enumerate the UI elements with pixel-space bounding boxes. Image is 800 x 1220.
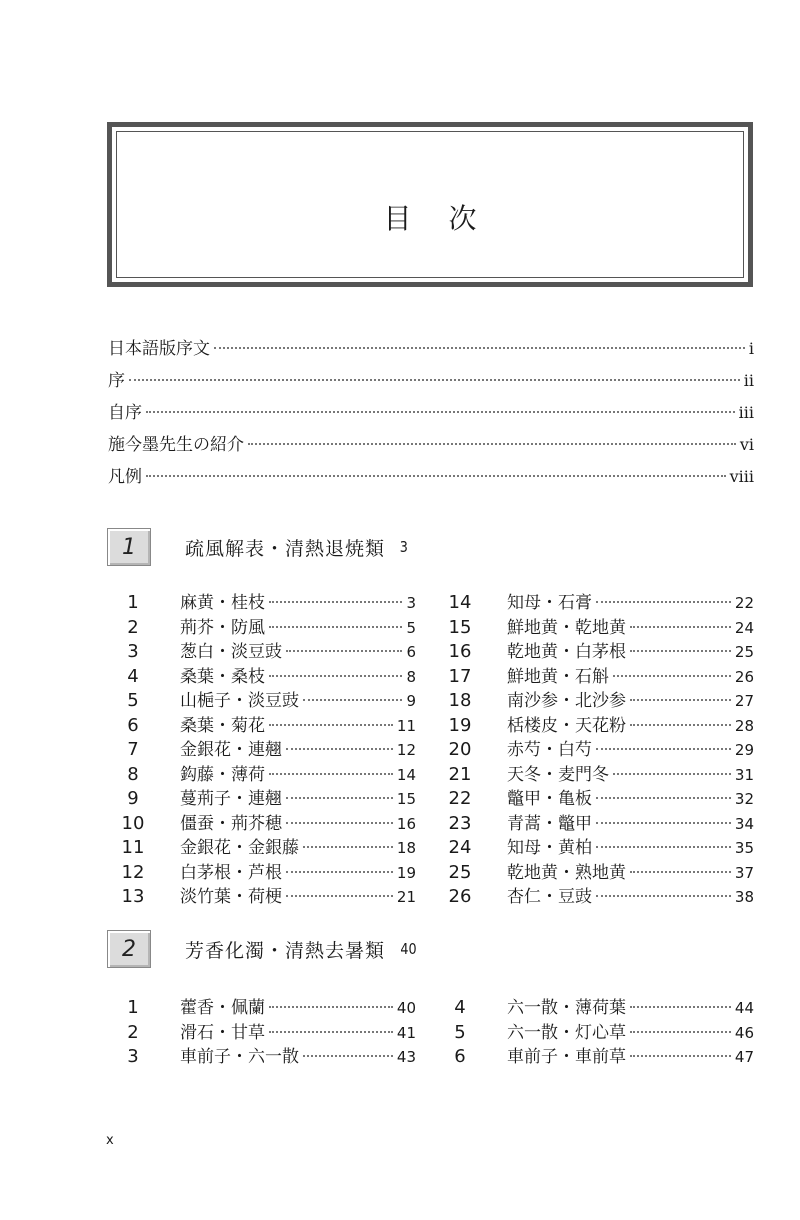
entry-name: 車前子・六一散 bbox=[180, 1047, 299, 1067]
entry-number: 2 bbox=[127, 1021, 139, 1043]
toc-entry bbox=[443, 613, 754, 638]
entry-page: i bbox=[748, 339, 754, 358]
toc-entry bbox=[116, 809, 416, 834]
entry-number: 19 bbox=[448, 714, 472, 736]
toc-entry bbox=[116, 613, 416, 638]
leader-dots bbox=[214, 347, 745, 349]
entry-label: 序 bbox=[108, 371, 125, 391]
entry-page: 25 bbox=[734, 643, 754, 661]
toc-entry bbox=[443, 662, 754, 687]
entry-name: 蔓荊子・連翹 bbox=[180, 789, 282, 809]
toc-entry bbox=[116, 735, 416, 760]
section-title: 芳香化濁・清熱去暑類 bbox=[185, 939, 386, 962]
entry-page: 12 bbox=[396, 741, 416, 759]
entry-number: 3 bbox=[127, 641, 139, 662]
entry-page: 18 bbox=[396, 839, 416, 857]
entry-number: 1 bbox=[127, 592, 139, 613]
entry-page: 28 bbox=[734, 716, 754, 735]
preface-entry bbox=[108, 334, 754, 366]
entry-number: 12 bbox=[121, 861, 145, 883]
entry-number: 1 bbox=[127, 997, 139, 1018]
section-title: 疏風解表・清熱退焼類 bbox=[185, 537, 386, 560]
entry-number: 5 bbox=[454, 1021, 466, 1043]
toc-entry bbox=[116, 882, 416, 907]
entry-page: 21 bbox=[396, 888, 416, 906]
entry-number: 5 bbox=[127, 690, 139, 711]
entry-number: 26 bbox=[448, 886, 472, 907]
entry-name: 鮮地黄・乾地黄 bbox=[507, 617, 626, 638]
entry-name: 鼈甲・亀板 bbox=[507, 789, 592, 809]
entry-page: 27 bbox=[734, 692, 754, 710]
entry-name: 知母・石膏 bbox=[507, 593, 592, 613]
entry-name: 赤芍・白芍 bbox=[507, 740, 592, 760]
entry-number: 16 bbox=[448, 641, 472, 662]
leader-dots bbox=[146, 475, 726, 477]
entry-page: 19 bbox=[396, 863, 416, 882]
leader-dots bbox=[303, 846, 393, 848]
entry-number: 22 bbox=[448, 788, 472, 809]
toc-entry bbox=[116, 711, 416, 736]
leader-dots bbox=[303, 699, 402, 701]
entry-page: viii bbox=[729, 467, 754, 486]
entry-name: 桑葉・桑枝 bbox=[180, 666, 265, 687]
entry-name: 乾地黄・熟地黄 bbox=[507, 862, 626, 883]
preface-entry bbox=[108, 366, 754, 398]
entry-page: ii bbox=[743, 371, 754, 390]
leader-dots bbox=[630, 699, 731, 701]
entry-number: 2 bbox=[127, 616, 139, 638]
entry-number: 3 bbox=[127, 1046, 139, 1067]
entry-page: 40 bbox=[396, 999, 416, 1017]
toc-entry bbox=[116, 833, 416, 858]
entry-page: 9 bbox=[406, 692, 416, 710]
leader-dots bbox=[613, 773, 731, 775]
entry-number: 9 bbox=[127, 788, 139, 809]
entry-name: 藿香・佩蘭 bbox=[180, 998, 265, 1018]
toc-entry bbox=[116, 760, 416, 785]
entry-name: 鮮地黄・石斛 bbox=[507, 666, 609, 687]
leader-dots bbox=[286, 650, 402, 652]
entry-number: 6 bbox=[127, 714, 139, 736]
entry-name: 山梔子・淡豆豉 bbox=[180, 691, 299, 711]
entry-name: 知母・黄柏 bbox=[507, 838, 592, 858]
toc-entry bbox=[443, 760, 754, 785]
toc-entry bbox=[116, 686, 416, 711]
entry-page: 44 bbox=[734, 999, 754, 1017]
section-1-left-column bbox=[116, 588, 416, 907]
section-page: 40 bbox=[400, 940, 417, 958]
entry-page: 35 bbox=[734, 839, 754, 857]
entry-page: 6 bbox=[406, 643, 416, 661]
leader-dots bbox=[286, 895, 393, 897]
entry-name: 淡竹葉・荷梗 bbox=[180, 887, 282, 907]
entry-number: 24 bbox=[448, 837, 472, 858]
toc-entry bbox=[443, 882, 754, 907]
entry-page: 46 bbox=[734, 1023, 754, 1042]
leader-dots bbox=[269, 1006, 393, 1008]
leader-dots bbox=[630, 650, 731, 652]
entry-label: 凡例 bbox=[108, 467, 142, 487]
entry-page: iii bbox=[738, 403, 754, 422]
entry-name: 荊芥・防風 bbox=[180, 617, 265, 638]
entry-page: 8 bbox=[406, 667, 416, 686]
entry-page: 47 bbox=[734, 1048, 754, 1066]
leader-dots bbox=[269, 724, 393, 726]
entry-name: 僵蚕・荊芥穂 bbox=[180, 813, 282, 834]
toc-entry bbox=[443, 784, 754, 809]
entry-name: 金銀花・連翹 bbox=[180, 740, 282, 760]
entry-page: vi bbox=[739, 435, 754, 454]
preface-list bbox=[108, 334, 754, 494]
leader-dots bbox=[303, 1055, 393, 1057]
toc-entry bbox=[443, 686, 754, 711]
leader-dots bbox=[248, 443, 736, 445]
leader-dots bbox=[596, 797, 731, 799]
toc-entry bbox=[116, 1018, 416, 1043]
leader-dots bbox=[269, 675, 402, 677]
entry-number: 13 bbox=[121, 886, 145, 907]
entry-label: 施今墨先生の紹介 bbox=[108, 435, 244, 455]
toc-entry bbox=[443, 1042, 754, 1067]
entry-page: 38 bbox=[734, 888, 754, 906]
entry-number: 4 bbox=[127, 665, 139, 687]
leader-dots bbox=[630, 626, 731, 628]
entry-name: 麻黄・桂枝 bbox=[180, 593, 265, 613]
toc-entry bbox=[116, 1042, 416, 1067]
entry-page: 24 bbox=[734, 618, 754, 637]
entry-number: 25 bbox=[448, 861, 472, 883]
leader-dots bbox=[630, 871, 731, 873]
entry-page: 41 bbox=[396, 1023, 416, 1042]
entry-number: 11 bbox=[121, 837, 145, 858]
entry-name: 六一散・薄荷葉 bbox=[507, 998, 626, 1018]
entry-page: 16 bbox=[396, 814, 416, 833]
toc-entry bbox=[443, 858, 754, 883]
leader-dots bbox=[269, 601, 402, 603]
preface-entry bbox=[108, 430, 754, 462]
leader-dots bbox=[286, 871, 393, 873]
entry-page: 15 bbox=[396, 790, 416, 808]
entry-name: 葱白・淡豆豉 bbox=[180, 642, 282, 662]
toc-entry bbox=[116, 784, 416, 809]
leader-dots bbox=[596, 748, 731, 750]
leader-dots bbox=[596, 601, 731, 603]
entry-page: 5 bbox=[406, 618, 416, 637]
leader-dots bbox=[286, 822, 393, 824]
leader-dots bbox=[269, 1031, 393, 1033]
entry-name: 栝楼皮・天花粉 bbox=[507, 715, 626, 736]
toc-entry bbox=[116, 662, 416, 687]
entry-name: 杏仁・豆豉 bbox=[507, 887, 592, 907]
leader-dots bbox=[630, 1006, 731, 1008]
entry-number: 14 bbox=[448, 592, 472, 613]
page-title: 目 次 bbox=[383, 202, 491, 235]
entry-page: 37 bbox=[734, 863, 754, 882]
toc-entry bbox=[443, 588, 754, 613]
section-2-right-column bbox=[443, 993, 754, 1067]
leader-dots bbox=[630, 724, 731, 726]
leader-dots bbox=[630, 1055, 731, 1057]
leader-dots bbox=[286, 748, 393, 750]
entry-name: 車前子・車前草 bbox=[507, 1047, 626, 1067]
entry-name: 乾地黄・白茅根 bbox=[507, 642, 626, 662]
entry-name: 滑石・甘草 bbox=[180, 1022, 265, 1043]
leader-dots bbox=[596, 895, 731, 897]
entry-number: 15 bbox=[448, 616, 472, 638]
section-page: 3 bbox=[399, 538, 408, 556]
leader-dots bbox=[286, 797, 393, 799]
leader-dots bbox=[630, 1031, 731, 1033]
entry-page: 29 bbox=[734, 741, 754, 759]
preface-entry bbox=[108, 462, 754, 494]
leader-dots bbox=[146, 411, 735, 413]
entry-name: 六一散・灯心草 bbox=[507, 1022, 626, 1043]
entry-number: 4 bbox=[454, 997, 466, 1018]
entry-page: 34 bbox=[734, 814, 754, 833]
entry-number: 18 bbox=[448, 690, 472, 711]
leader-dots bbox=[613, 675, 731, 677]
entry-page: 32 bbox=[734, 790, 754, 808]
toc-entry bbox=[116, 858, 416, 883]
leader-dots bbox=[129, 379, 740, 381]
entry-name: 桑葉・菊花 bbox=[180, 715, 265, 736]
preface-entry bbox=[108, 398, 754, 430]
leader-dots bbox=[596, 846, 731, 848]
entry-number: 10 bbox=[121, 812, 145, 834]
title-box bbox=[107, 122, 753, 287]
toc-entry bbox=[443, 833, 754, 858]
leader-dots bbox=[269, 626, 402, 628]
entry-page: 14 bbox=[396, 765, 416, 784]
entry-label: 日本語版序文 bbox=[108, 339, 210, 359]
section-1-header bbox=[107, 528, 409, 566]
entry-number: 23 bbox=[448, 812, 472, 834]
entry-page: 31 bbox=[734, 765, 754, 784]
entry-page: 43 bbox=[396, 1048, 416, 1066]
toc-entry bbox=[443, 993, 754, 1018]
toc-entry bbox=[443, 735, 754, 760]
toc-entry bbox=[116, 637, 416, 662]
toc-entry bbox=[443, 809, 754, 834]
section-number-box: 1 bbox=[107, 528, 151, 566]
entry-name: 南沙参・北沙参 bbox=[507, 691, 626, 711]
entry-page: 22 bbox=[734, 594, 754, 612]
toc-entry bbox=[116, 588, 416, 613]
entry-page: 26 bbox=[734, 667, 754, 686]
toc-entry bbox=[443, 711, 754, 736]
leader-dots bbox=[269, 773, 393, 775]
toc-entry bbox=[443, 1018, 754, 1043]
page-folio: x bbox=[106, 1133, 114, 1148]
entry-number: 6 bbox=[454, 1046, 466, 1067]
entry-number: 21 bbox=[448, 763, 472, 785]
entry-name: 金銀花・金銀藤 bbox=[180, 838, 299, 858]
entry-page: 11 bbox=[396, 716, 416, 735]
entry-name: 鈎藤・薄荷 bbox=[180, 764, 265, 785]
entry-name: 白茅根・芦根 bbox=[180, 862, 282, 883]
section-2-left-column bbox=[116, 993, 416, 1067]
section-1-right-column bbox=[443, 588, 754, 907]
leader-dots bbox=[596, 822, 731, 824]
entry-name: 天冬・麦門冬 bbox=[507, 764, 609, 785]
entry-number: 8 bbox=[127, 763, 139, 785]
section-2-header bbox=[107, 930, 418, 968]
entry-page: 3 bbox=[406, 594, 416, 612]
toc-entry bbox=[116, 993, 416, 1018]
entry-number: 17 bbox=[448, 665, 472, 687]
entry-label: 自序 bbox=[108, 403, 142, 423]
toc-entry bbox=[443, 637, 754, 662]
entry-name: 青蒿・鼈甲 bbox=[507, 813, 592, 834]
entry-number: 20 bbox=[448, 739, 472, 760]
section-number-box: 2 bbox=[107, 930, 151, 968]
entry-number: 7 bbox=[127, 739, 139, 760]
